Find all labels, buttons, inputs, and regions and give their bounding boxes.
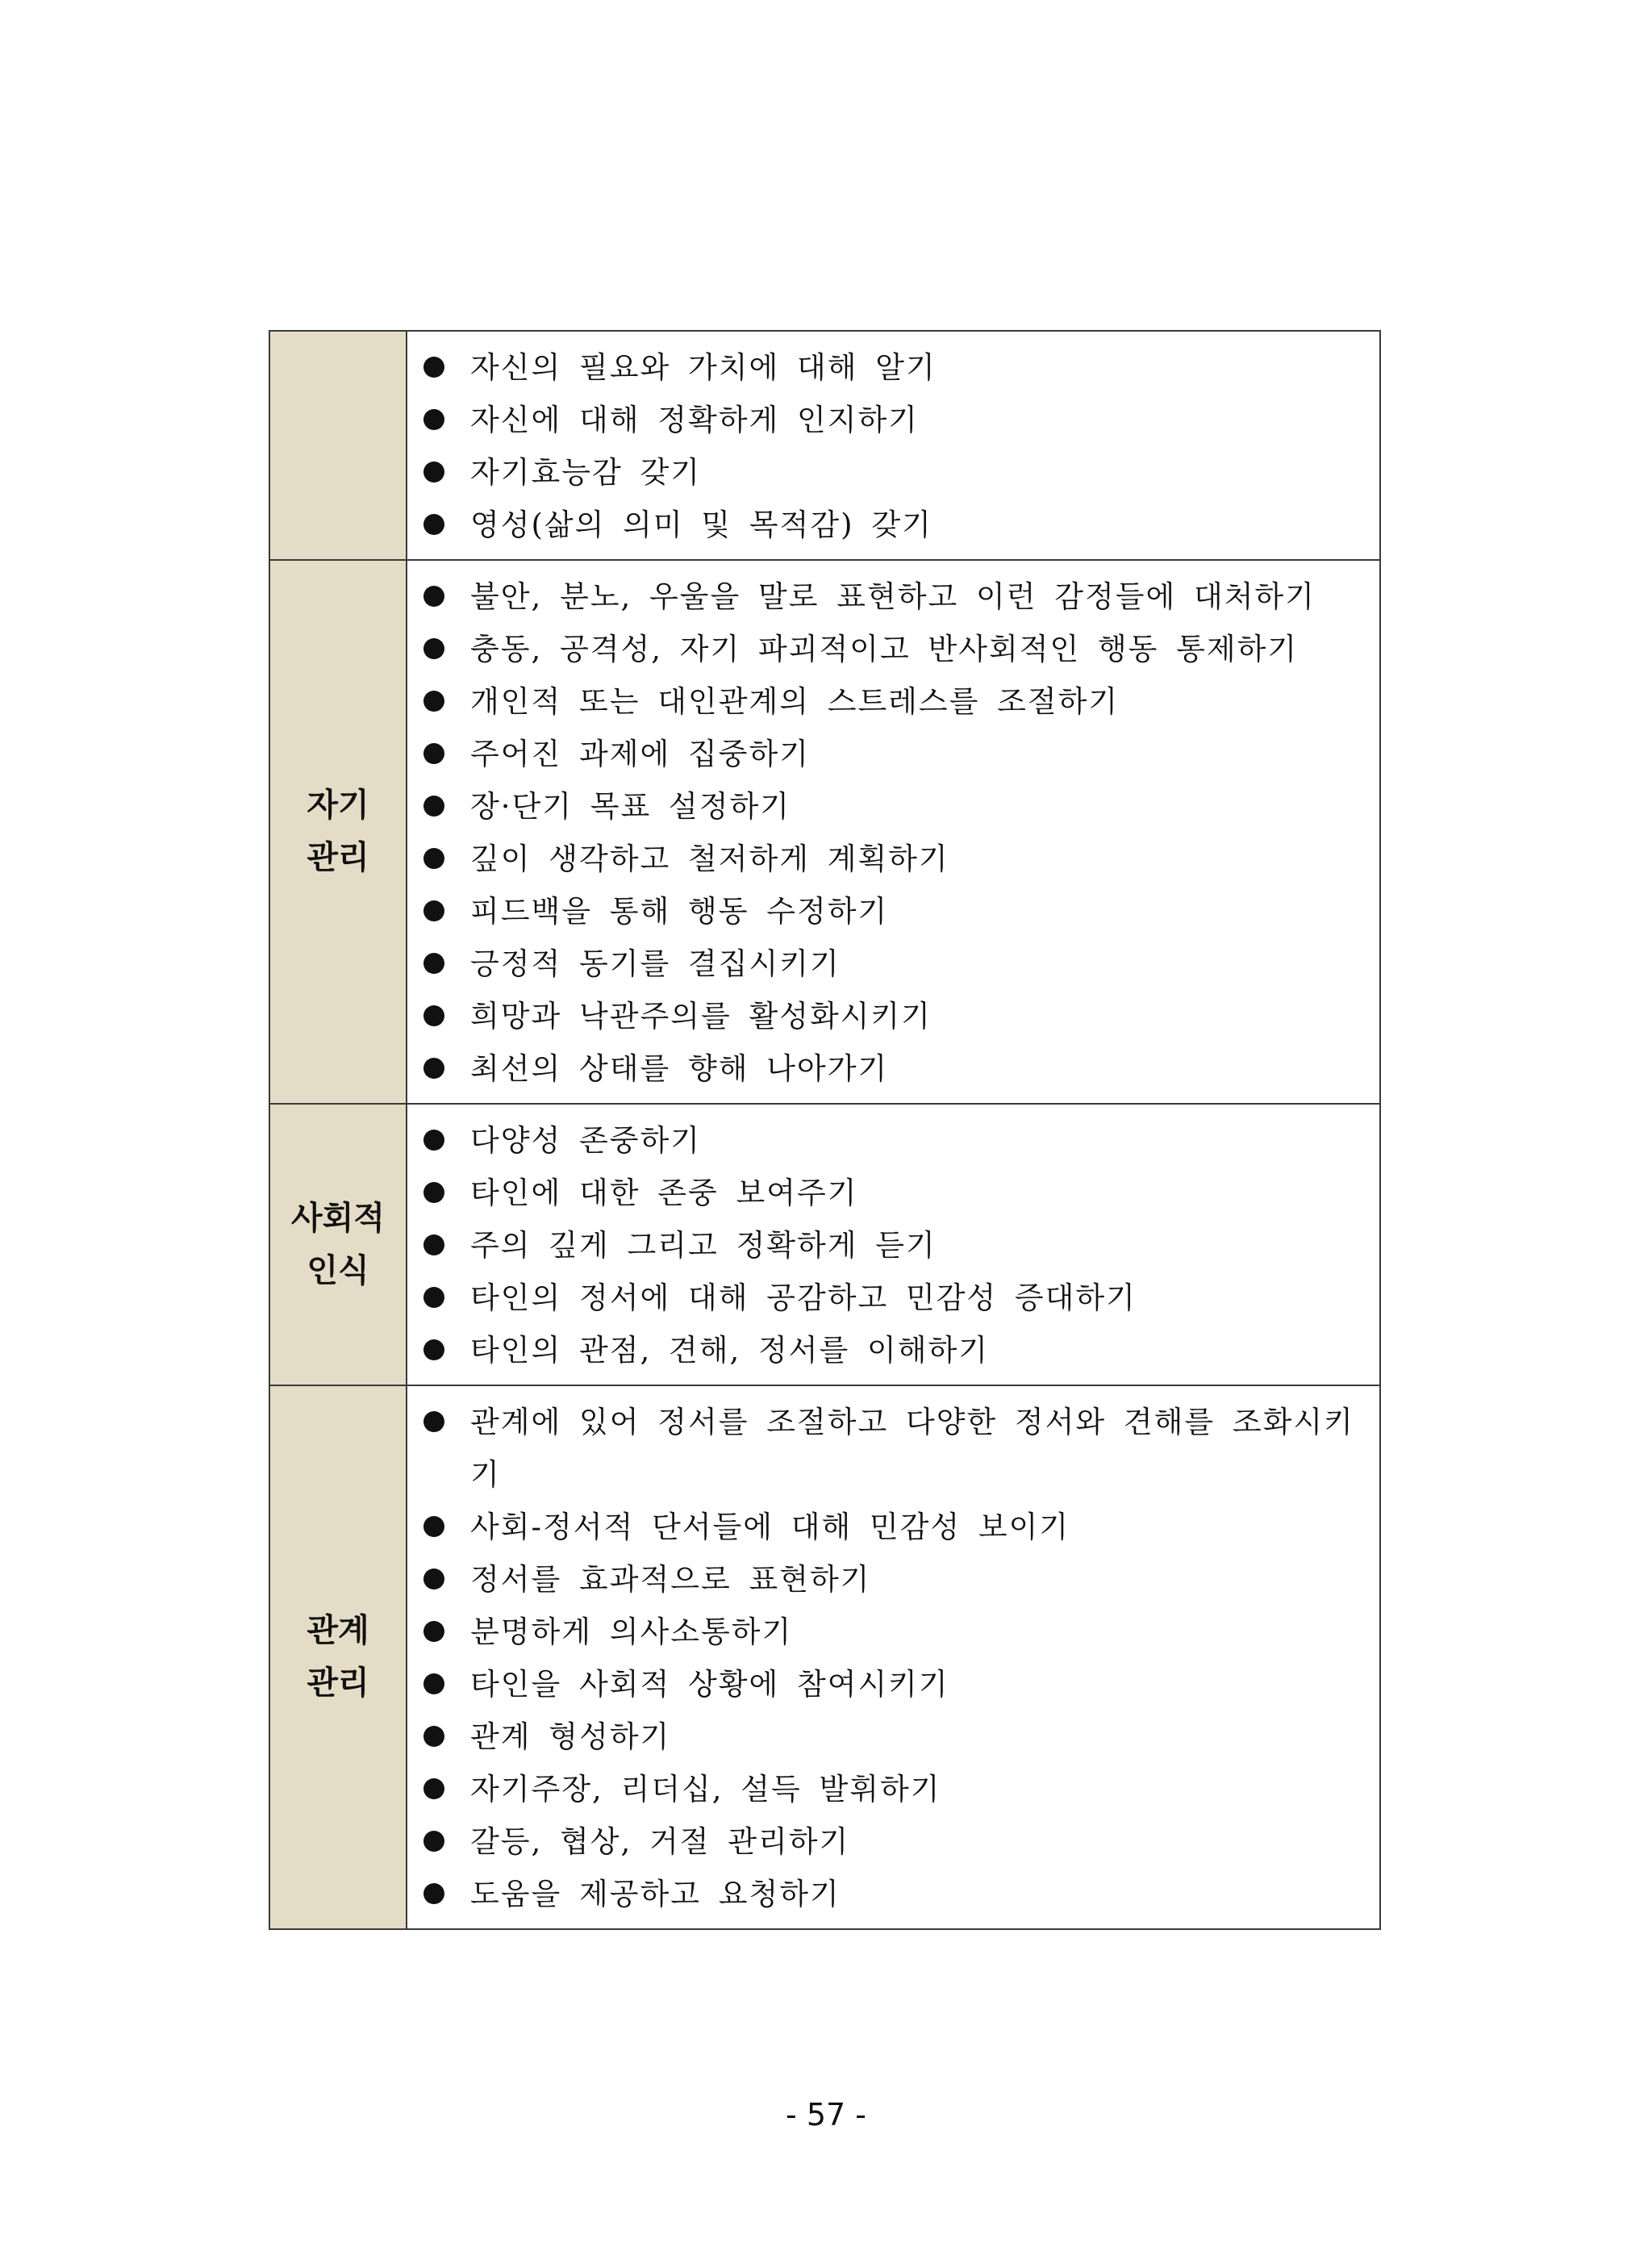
list-item-text: 관계 형성하기 bbox=[470, 1719, 671, 1754]
bullet-icon bbox=[423, 409, 444, 430]
bullet-icon bbox=[423, 462, 444, 482]
list-item-text: 타인을 사회적 상황에 참여시키기 bbox=[470, 1667, 949, 1702]
table-row-relationship-management bbox=[269, 1385, 1380, 1929]
list-item-text: 타인에 대한 존중 보여주기 bbox=[470, 1176, 858, 1210]
list-item bbox=[407, 1324, 1363, 1376]
bullet-icon bbox=[423, 953, 444, 974]
list-item bbox=[407, 1553, 1363, 1606]
bullet-icon bbox=[423, 1516, 444, 1537]
bullet-icon bbox=[423, 1411, 444, 1432]
list-item bbox=[407, 728, 1363, 780]
list-item bbox=[407, 1711, 1363, 1763]
page-number: - 57 - bbox=[786, 2097, 866, 2132]
list-item-text: 장·단기 목표 설정하기 bbox=[470, 789, 791, 824]
bullet-icon bbox=[423, 848, 444, 869]
bullet-icon bbox=[423, 1130, 444, 1151]
bullet-icon bbox=[423, 1287, 444, 1308]
list-item-text: 영성(삶의 의미 및 목적감) 갖기 bbox=[470, 508, 932, 542]
table-row-self-management bbox=[269, 560, 1380, 1104]
list-item-text: 충동, 공격성, 자기 파괴적이고 반사회적인 행동 통제하기 bbox=[470, 632, 1299, 666]
list-item-text: 자신의 필요와 가치에 대해 알기 bbox=[470, 350, 937, 385]
list-item bbox=[407, 1042, 1363, 1095]
table-row-social-awareness bbox=[269, 1104, 1380, 1385]
bullet-icon bbox=[423, 1005, 444, 1026]
competency-table bbox=[269, 330, 1381, 1930]
category-label: 사회적 인식 bbox=[291, 1199, 385, 1289]
bullet-icon bbox=[423, 1778, 444, 1799]
bullet-icon bbox=[423, 514, 444, 535]
bullet-icon bbox=[423, 1339, 444, 1360]
list-item bbox=[407, 394, 1363, 446]
bullet-icon bbox=[423, 1883, 444, 1904]
bullet-icon bbox=[423, 1234, 444, 1255]
item-list bbox=[407, 561, 1379, 1103]
list-item-text: 도움을 제공하고 요청하기 bbox=[470, 1877, 841, 1911]
bullet-icon bbox=[423, 357, 444, 378]
category-cell bbox=[269, 331, 407, 560]
list-item bbox=[407, 499, 1363, 551]
list-item bbox=[407, 1606, 1363, 1658]
list-item bbox=[407, 446, 1363, 499]
item-list bbox=[407, 1386, 1379, 1928]
list-item bbox=[407, 990, 1363, 1042]
list-item-text: 타인의 관점, 견해, 정서를 이해하기 bbox=[470, 1333, 989, 1368]
items-cell bbox=[407, 560, 1380, 1104]
list-item-text: 분명하게 의사소통하기 bbox=[470, 1614, 793, 1649]
bullet-icon bbox=[423, 1182, 444, 1203]
list-item bbox=[407, 1272, 1363, 1324]
list-item bbox=[407, 1396, 1363, 1501]
list-item-text: 자기주장, 리더십, 설득 발휘하기 bbox=[470, 1772, 941, 1807]
bullet-icon bbox=[423, 1058, 444, 1079]
category-cell bbox=[269, 1385, 407, 1929]
list-item-text: 타인의 정서에 대해 공감하고 민감성 증대하기 bbox=[470, 1280, 1137, 1315]
list-item-text: 관계에 있어 정서를 조절하고 다양한 정서와 견해를 조화시키기 bbox=[470, 1405, 1354, 1492]
list-item bbox=[407, 1167, 1363, 1219]
list-item-text: 정서를 효과적으로 표현하기 bbox=[470, 1562, 871, 1597]
bullet-icon bbox=[423, 586, 444, 607]
category-label: 자기 관리 bbox=[307, 787, 369, 876]
list-item-text: 불안, 분노, 우울을 말로 표현하고 이런 감정들에 대처하기 bbox=[470, 579, 1316, 614]
item-list bbox=[407, 332, 1379, 559]
list-item bbox=[407, 1815, 1363, 1868]
list-item-text: 다양성 존중하기 bbox=[470, 1123, 701, 1158]
list-item bbox=[407, 833, 1363, 885]
list-item bbox=[407, 780, 1363, 833]
list-item bbox=[407, 885, 1363, 938]
list-item-text: 깊이 생각하고 철저하게 계획하기 bbox=[470, 842, 949, 876]
list-item-text: 피드백을 통해 행동 수정하기 bbox=[470, 894, 889, 929]
list-item-text: 최선의 상태를 향해 나아가기 bbox=[470, 1051, 889, 1086]
list-item-text: 사회-정서적 단서들에 대해 민감성 보이기 bbox=[470, 1510, 1070, 1544]
bullet-icon bbox=[423, 691, 444, 712]
list-item-text: 주의 깊게 그리고 정확하게 듣기 bbox=[470, 1228, 937, 1263]
list-item-text: 갈등, 협상, 거절 관리하기 bbox=[470, 1824, 850, 1859]
bullet-icon bbox=[423, 638, 444, 659]
bullet-icon bbox=[423, 1726, 444, 1747]
bullet-icon bbox=[423, 1569, 444, 1589]
list-item-text: 긍정적 동기를 결집시키기 bbox=[470, 946, 841, 981]
list-item bbox=[407, 1763, 1363, 1815]
items-cell bbox=[407, 1385, 1380, 1929]
bullet-icon bbox=[423, 796, 444, 817]
list-item bbox=[407, 341, 1363, 394]
bullet-icon bbox=[423, 743, 444, 764]
list-item bbox=[407, 570, 1363, 623]
list-item-text: 자기효능감 갖기 bbox=[470, 455, 701, 490]
list-item-text: 주어진 과제에 집중하기 bbox=[470, 737, 810, 771]
item-list bbox=[407, 1105, 1379, 1385]
bullet-icon bbox=[423, 1831, 444, 1852]
bullet-icon bbox=[423, 1621, 444, 1642]
category-cell bbox=[269, 1104, 407, 1385]
table-row-self-awareness bbox=[269, 331, 1380, 560]
list-item bbox=[407, 1868, 1363, 1920]
list-item-text: 자신에 대해 정확하게 인지하기 bbox=[470, 403, 919, 437]
list-item bbox=[407, 1114, 1363, 1167]
list-item bbox=[407, 623, 1363, 675]
category-cell bbox=[269, 560, 407, 1104]
category-label: 관계 관리 bbox=[307, 1612, 369, 1702]
list-item-text: 개인적 또는 대인관계의 스트레스를 조절하기 bbox=[470, 684, 1120, 719]
bullet-icon bbox=[423, 900, 444, 921]
items-cell bbox=[407, 1104, 1380, 1385]
list-item bbox=[407, 1219, 1363, 1272]
list-item bbox=[407, 675, 1363, 728]
list-item bbox=[407, 1501, 1363, 1553]
list-item bbox=[407, 938, 1363, 990]
bullet-icon bbox=[423, 1673, 444, 1694]
list-item bbox=[407, 1658, 1363, 1711]
list-item-text: 희망과 낙관주의를 활성화시키기 bbox=[470, 999, 932, 1034]
items-cell bbox=[407, 331, 1380, 560]
